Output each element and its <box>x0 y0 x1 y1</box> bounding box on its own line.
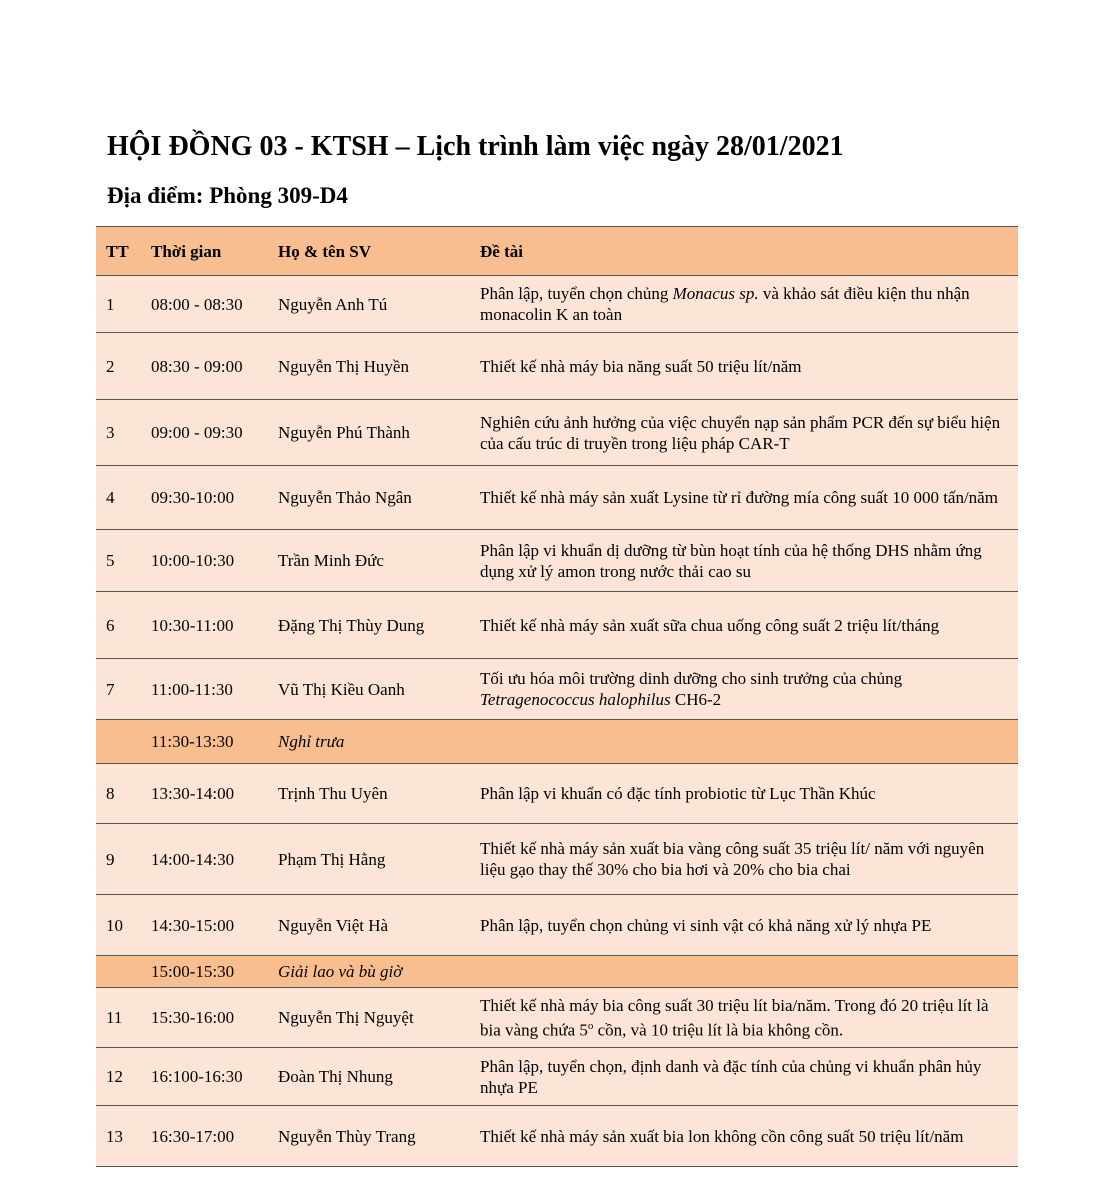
table-row <box>96 764 1018 824</box>
row-topic: Phân lập vi khuẩn có đặc tính probiotic từ Lục Thần Khúc <box>480 784 876 803</box>
table-row <box>96 276 1018 333</box>
table-header-row <box>96 227 1018 276</box>
table-row <box>96 895 1018 956</box>
row-number: 3 <box>106 423 115 442</box>
row-topic: Thiết kế nhà máy bia năng suất 50 triệu lít/năm <box>480 356 802 376</box>
break-row <box>96 720 1018 764</box>
row-topic: Thiết kế nhà máy sản xuất bia vàng công suất 35 triệu lít/ năm với nguyên liệu gạo thay thế 30% cho bia hơi và 20% cho bia chai <box>480 839 985 879</box>
row-student-name: Trần Minh Đức <box>278 551 384 570</box>
row-topic: Thiết kế nhà máy sản xuất bia lon không cồn công suất 50 triệu lít/năm <box>480 1126 964 1146</box>
row-time: 13:30-14:00 <box>151 784 235 803</box>
row-number: 5 <box>106 551 115 570</box>
row-student-name: Nguyễn Thị Nguyệt <box>278 1008 414 1027</box>
row-time: 08:00 - 08:30 <box>151 294 243 314</box>
table-row <box>96 530 1018 592</box>
table-row <box>96 988 1018 1048</box>
row-time: 08:30 - 09:00 <box>151 356 243 376</box>
table-row <box>96 1106 1018 1167</box>
row-number: 4 <box>106 488 115 507</box>
location-heading: Địa điểm: Phòng 309-D4 <box>107 183 348 208</box>
row-time: 16:30-17:00 <box>151 1126 235 1146</box>
row-topic: Thiết kế nhà máy sản xuất Lysine từ rỉ đường mía công suất 10 000 tấn/năm <box>480 488 998 507</box>
row-time: 11:30-13:30 <box>151 732 234 751</box>
row-topic: Phân lập vi khuẩn dị dưỡng từ bùn hoạt tính của hệ thống DHS nhằm ứng dụng xử lý amon trong nước thải cao su <box>480 540 982 581</box>
table-row <box>96 466 1018 530</box>
row-time: 14:00-14:30 <box>151 849 235 869</box>
table-row <box>96 592 1018 659</box>
row-student-name: Nguyễn Thùy Trang <box>278 1126 416 1146</box>
row-time: 16:100-16:30 <box>151 1067 243 1086</box>
row-time: 09:30-10:00 <box>151 488 235 507</box>
row-student-name: Nguyễn Thị Huyền <box>278 356 409 376</box>
row-time: 10:30-11:00 <box>151 615 234 635</box>
column-header-name: Họ & tên SV <box>278 241 372 261</box>
row-topic: Tối ưu hóa môi trường dinh dưỡng cho sinh trưởng của chủng Tetragenococcus halophilus CH6-2 <box>480 669 903 709</box>
row-student-name: Nguyễn Anh Tú <box>278 294 388 314</box>
row-number: 1 <box>106 294 115 314</box>
table-row <box>96 824 1018 895</box>
column-header-tt: TT <box>106 241 129 261</box>
row-time: 14:30-15:00 <box>151 915 235 935</box>
column-header-topic: Đề tài <box>480 241 523 261</box>
row-topic: Nghiên cứu ảnh hưởng của việc chuyển nạp sản phẩm PCR đến sự biểu hiện của cấu trúc di truyền trong liệu pháp CAR-T <box>480 412 1001 453</box>
row-topic: Phân lập, tuyển chọn chủng Monacus sp. và khảo sát điều kiện thu nhận monacolin K an toàn <box>480 284 970 324</box>
row-student-name: Đoàn Thị Nhung <box>278 1067 393 1086</box>
break-row <box>96 956 1018 988</box>
row-student-name: Nguyễn Việt Hà <box>278 915 389 935</box>
row-number: 9 <box>106 849 115 869</box>
schedule-table <box>96 226 1018 1167</box>
break-label: Giải lao và bù giờ <box>278 962 403 981</box>
row-number: 10 <box>106 915 123 935</box>
row-student-name: Nguyễn Phú Thành <box>278 423 410 442</box>
break-label: Nghỉ trưa <box>278 732 345 751</box>
row-topic: Thiết kế nhà máy sản xuất sữa chua uống công suất 2 triệu lít/tháng <box>480 615 940 635</box>
row-student-name: Phạm Thị Hằng <box>278 849 386 869</box>
row-student-name: Nguyễn Thảo Ngân <box>278 488 412 507</box>
row-number: 7 <box>106 679 115 699</box>
row-number: 8 <box>106 784 115 803</box>
row-number: 2 <box>106 356 115 376</box>
row-topic: Phân lập, tuyển chọn chủng vi sinh vật có khả năng xử lý nhựa PE <box>480 915 932 935</box>
row-number: 6 <box>106 615 115 635</box>
row-topic: Phân lập, tuyển chọn, định danh và đặc tính của chủng vi khuẩn phân hủy nhựa PE <box>480 1056 982 1097</box>
row-number: 13 <box>106 1126 123 1146</box>
row-student-name: Trịnh Thu Uyên <box>278 784 388 803</box>
row-time: 09:00 - 09:30 <box>151 423 243 442</box>
page-title: HỘI ĐỒNG 03 - KTSH – Lịch trình làm việc ngày 28/01/2021 <box>107 131 844 162</box>
row-topic: Thiết kế nhà máy bia công suất 30 triệu lít bia/năm. Trong đó 20 triệu lít là bia vàng chứa 5$^o$ cồn, và 10 triệu lít là bia không cồn. <box>480 995 989 1040</box>
row-time: 11:00-11:30 <box>151 679 233 699</box>
row-number: 11 <box>106 1008 123 1027</box>
row-student-name: Vũ Thị Kiều Oanh <box>278 679 405 699</box>
column-header-time: Thời gian <box>151 241 222 261</box>
row-number: 12 <box>106 1067 123 1086</box>
row-student-name: Đặng Thị Thùy Dung <box>278 615 425 635</box>
row-time: 15:00-15:30 <box>151 962 235 981</box>
row-time: 10:00-10:30 <box>151 551 235 570</box>
row-time: 15:30-16:00 <box>151 1008 235 1027</box>
table-row <box>96 400 1018 466</box>
table-row <box>96 659 1018 720</box>
table-row <box>96 1048 1018 1106</box>
table-row <box>96 333 1018 400</box>
